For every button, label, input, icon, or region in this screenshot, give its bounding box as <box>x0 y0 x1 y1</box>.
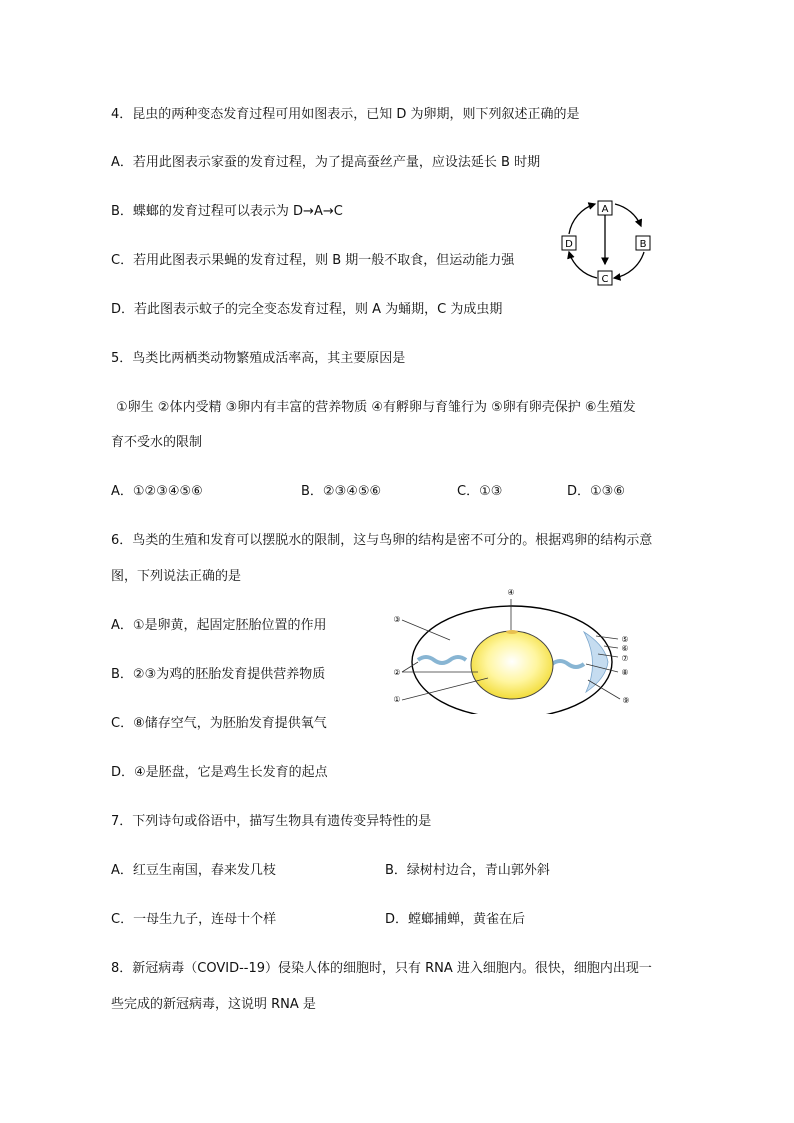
cycle-arc-a-b <box>615 204 641 226</box>
egg-label-9: ⑨ <box>622 696 630 705</box>
q5-option-a: A．①②③④⑤⑥ <box>111 484 203 499</box>
q5-items-line2: 育不受水的限制 <box>111 435 203 450</box>
egg-structure-diagram <box>388 584 638 714</box>
q5-stem: 5．鸟类比两栖类动物繁殖成活率高，其主要原因是 <box>111 351 406 366</box>
chalaza-right <box>552 661 584 667</box>
q5-option-d: D．①③⑥ <box>567 484 625 499</box>
chalaza-left <box>418 657 466 663</box>
q8-stem-line2: 些完成的新冠病毒，这说明 RNA 是 <box>111 997 316 1012</box>
egg-label-3: ③ <box>393 615 401 624</box>
cycle-arc-b-c <box>614 252 644 278</box>
q4-stem: 4．昆虫的两种变态发育过程可用如图表示，已知 D 为卵期，则下列叙述正确的是 <box>111 107 580 122</box>
q6-option-a: A．①是卵黄，起固定胚胎位置的作用 <box>111 618 327 633</box>
insect-cycle-diagram <box>555 192 665 292</box>
q4-option-b: B．蝶螂的发育过程可以表示为 D→A→C <box>111 204 343 219</box>
germinal-disc <box>506 630 518 634</box>
q5-option-b: B．②③④⑤⑥ <box>301 484 382 499</box>
egg-label-7: ⑦ <box>621 654 629 663</box>
q7-option-a: A．红豆生南国，春来发几枝 <box>111 863 276 878</box>
cycle-arc-d-a <box>569 204 595 234</box>
egg-label-1: ① <box>393 695 401 704</box>
stage-label-c: C <box>601 274 609 285</box>
q6-stem-line2: 图，下列说法正确的是 <box>111 569 242 584</box>
q6-option-d: D．④是胚盘，它是鸡生长发育的起点 <box>111 765 328 780</box>
q7-option-b: B．绿树村边合，青山郭外斜 <box>385 863 550 878</box>
q6-stem-line1: 6．鸟类的生殖和发育可以摆脱水的限制，这与鸟卵的结构是密不可分的。根据鸡卵的结构示意 <box>111 533 653 548</box>
q7-stem: 7．下列诗句或俗语中，描写生物具有遗传变异特性的是 <box>111 814 432 829</box>
q4-option-a: A．若用此图表示家蚕的发育过程，为了提高蚕丝产量，应设法延长 B 时期 <box>111 155 541 170</box>
stage-label-b: B <box>639 239 647 250</box>
stage-label-d: D <box>565 239 573 250</box>
egg-label-5: ⑤ <box>621 635 629 644</box>
stage-label-a: A <box>601 204 609 215</box>
cycle-arc-c-d <box>569 252 597 278</box>
egg-label-4: ④ <box>507 588 515 597</box>
q7-option-c: C．一母生九子，连母十个样 <box>111 912 277 927</box>
q5-option-c: C．①③ <box>457 484 503 499</box>
q5-items-line1: ①卵生 ②体内受精 ③卵内有丰富的营养物质 ④有孵卵与育雏行为 ⑤卵有卵壳保护 ⑥生殖发 <box>116 400 636 415</box>
q6-option-b: B．②③为鸡的胚胎发育提供营养物质 <box>111 667 326 682</box>
q8-stem-line1: 8．新冠病毒（COVID--19）侵染人体的细胞时，只有 RNA 进入细胞内。很快，细胞内出现一 <box>111 961 652 976</box>
egg-label-2: ② <box>393 668 401 677</box>
q6-option-c: C．⑧储存空气，为胚胎发育提供氧气 <box>111 716 327 731</box>
q4-option-c: C．若用此图表示果蝇的发育过程，则 B 期一般不取食，但运动能力强 <box>111 253 515 268</box>
q4-option-d: D．若此图表示蚊子的完全变态发育过程，则 A 为蛹期，C 为成虫期 <box>111 302 503 317</box>
egg-label-8: ⑧ <box>621 668 629 677</box>
egg-label-6: ⑥ <box>621 644 629 653</box>
q7-option-d: D．螳螂捕蝉，黄雀在后 <box>385 912 526 927</box>
yolk <box>471 631 553 699</box>
